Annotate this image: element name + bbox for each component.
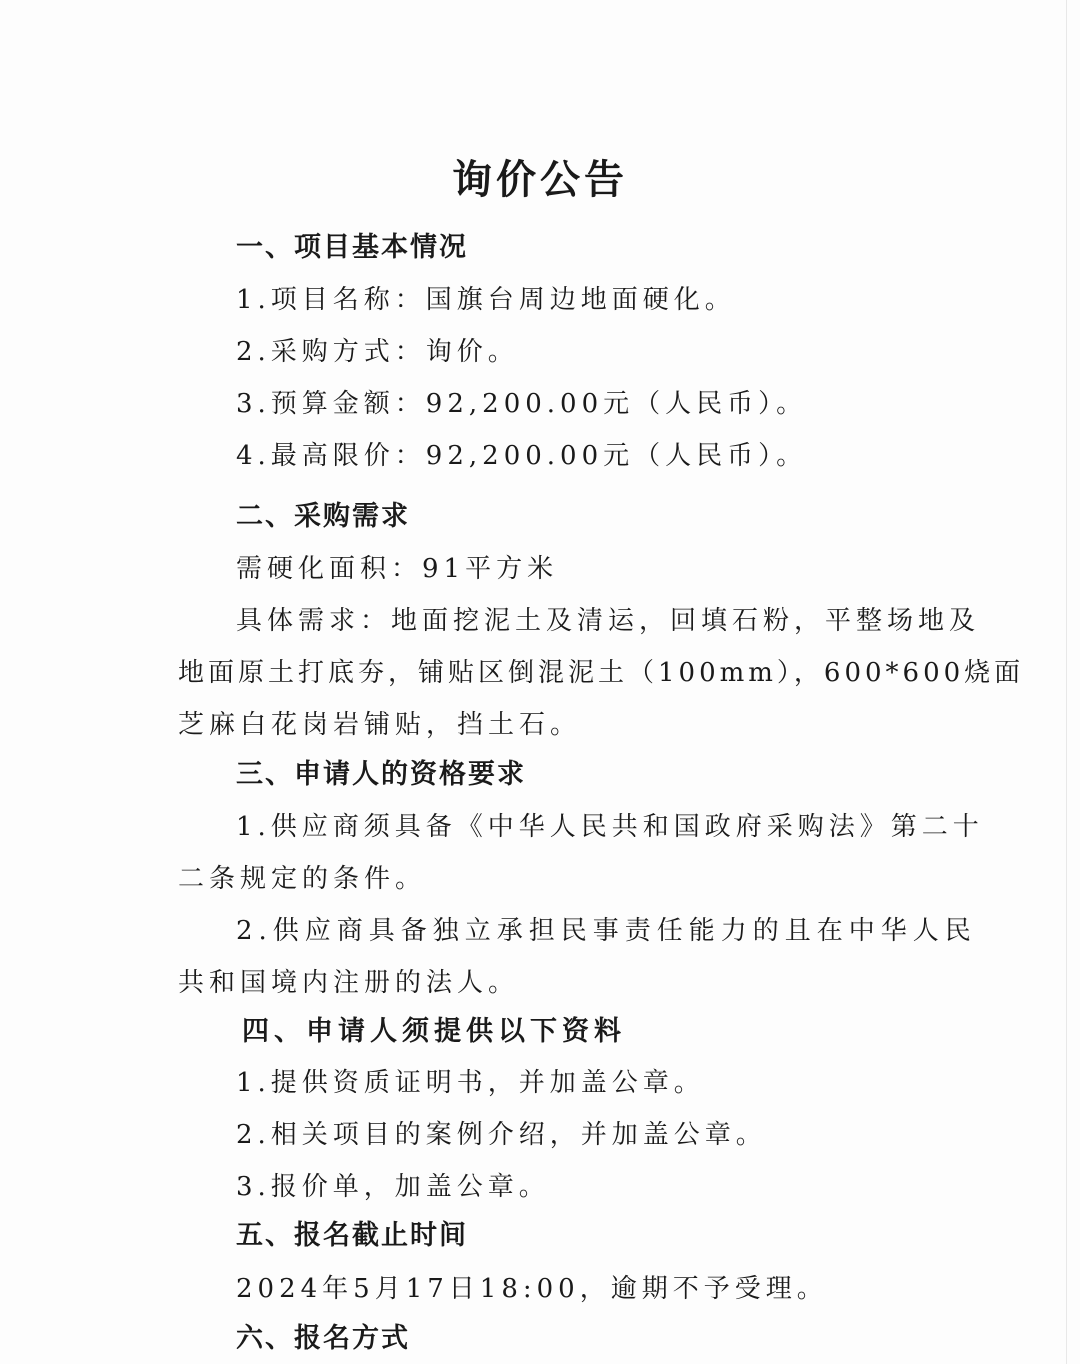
specific-requirements-line-1: 具体需求：地面挖泥土及清运，回填石粉，平整场地及 [236,606,981,636]
qualification-2-line-1: 2.供应商具备独立承担民事责任能力的且在中华人民 [236,916,977,946]
section-heading-deadline: 五、报名截止时间 [236,1220,468,1251]
qualification-1-line-2: 二条规定的条件。 [178,864,427,894]
procurement-method: 2.采购方式：询价。 [236,337,519,367]
section-heading-qualifications: 三、申请人的资格要求 [236,759,526,790]
specific-requirements-line-2: 地面原土打底夯，铺贴区倒混泥土（100mm），600*600烧面 [178,658,1025,688]
specific-requirements-line-3: 芝麻白花岗岩铺贴，挡土石。 [178,710,582,740]
section-heading-basic-info: 一、项目基本情况 [236,232,468,263]
page-title: 询价公告 [452,157,628,203]
section-heading-materials: 四、申请人须提供以下资料 [242,1016,626,1047]
max-price: 4.最高限价：92,200.00元（人民币）。 [236,441,808,471]
qualification-2-line-2: 共和国境内注册的法人。 [178,968,520,998]
project-name: 1.项目名称：国旗台周边地面硬化。 [236,285,736,315]
material-3: 3.报价单，加盖公章。 [236,1172,550,1202]
section-heading-registration-method: 六、报名方式 [236,1323,410,1354]
material-2: 2.相关项目的案例介绍，并加盖公章。 [236,1120,767,1150]
material-1: 1.提供资质证明书，并加盖公章。 [236,1068,705,1098]
budget-amount: 3.预算金额：92,200.00元（人民币）。 [236,389,808,419]
hardening-area: 需硬化面积：91平方米 [236,554,559,584]
qualification-1-line-1: 1.供应商须具备《中华人民共和国政府采购法》第二十 [236,812,984,842]
registration-deadline: 2024年5月17日18:00，逾期不予受理。 [236,1274,828,1304]
section-heading-requirements: 二、采购需求 [236,501,410,532]
